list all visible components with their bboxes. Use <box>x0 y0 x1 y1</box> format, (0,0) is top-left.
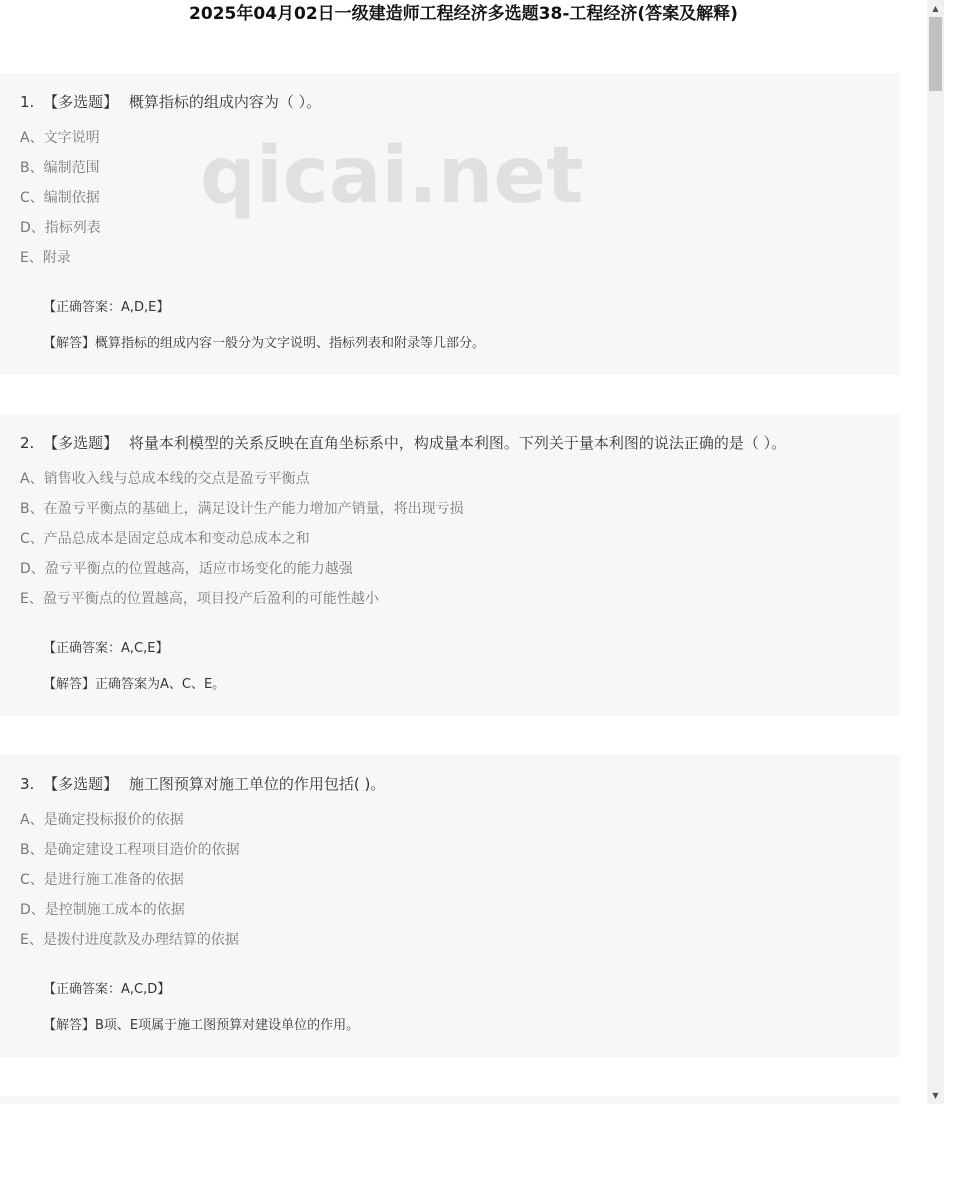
vertical-scrollbar[interactable] <box>927 0 944 1104</box>
question-type: 【多选题】 <box>43 775 119 793</box>
option-e: E、盈亏平衡点的位置越高，项目投产后盈利的可能性越小 <box>20 591 379 607</box>
question-stem <box>20 432 786 453</box>
scrollbar-thumb[interactable] <box>929 17 942 91</box>
option-c: C、是进行施工准备的依据 <box>20 872 184 888</box>
correct-answer: 【正确答案：A,C,E】 <box>43 641 169 656</box>
question-text: 施工图预算对施工单位的作用包括( )。 <box>128 775 386 793</box>
question-text: 概算指标的组成内容为（ ）。 <box>128 93 322 111</box>
question-card <box>0 73 900 375</box>
option-e: E、是拨付进度款及办理结算的依据 <box>20 932 239 948</box>
question-type: 【多选题】 <box>43 434 119 452</box>
option-d: D、是控制施工成本的依据 <box>20 902 185 918</box>
option-a: A、销售收入线与总成本线的交点是盈亏平衡点 <box>20 471 310 487</box>
option-a: A、文字说明 <box>20 130 100 146</box>
question-card <box>0 414 900 716</box>
option-d: D、盈亏平衡点的位置越高，适应市场变化的能力越强 <box>20 561 353 577</box>
question-card <box>0 755 900 1057</box>
option-c: C、编制依据 <box>20 190 100 206</box>
option-a: A、是确定投标报价的依据 <box>20 812 184 828</box>
option-c: C、产品总成本是固定总成本和变动总成本之和 <box>20 531 310 547</box>
question-text: 将量本利模型的关系反映在直角坐标系中，构成量本利图。下列关于量本利图的说法正确的是（ ）。 <box>128 434 787 452</box>
question-stem <box>20 91 321 112</box>
option-b: B、在盈亏平衡点的基础上，满足设计生产能力增加产销量，将出现亏损 <box>20 501 464 517</box>
question-number: 3. <box>20 775 35 793</box>
option-d: D、指标列表 <box>20 220 101 236</box>
option-e: E、附录 <box>20 250 71 266</box>
question-number: 2. <box>20 434 35 452</box>
explanation: 【解答】概算指标的组成内容一般分为文字说明、指标列表和附录等几部分。 <box>43 336 486 351</box>
correct-answer: 【正确答案：A,D,E】 <box>43 300 170 315</box>
question-card-partial <box>0 1096 900 1104</box>
scroll-up-icon[interactable]: ▲ <box>932 4 939 13</box>
explanation: 【解答】B项、E项属于施工图预算对建设单位的作用。 <box>43 1018 360 1033</box>
page-title: 2025年04月02日一级建造师工程经济多选题38-工程经济(答案及解释) <box>189 4 738 24</box>
question-number: 1. <box>20 93 35 111</box>
option-b: B、编制范围 <box>20 160 100 176</box>
option-b: B、是确定建设工程项目造价的依据 <box>20 842 240 858</box>
watermark: qicai.net <box>200 131 584 221</box>
question-stem <box>20 773 385 794</box>
explanation: 【解答】正确答案为A、C、E。 <box>43 677 226 692</box>
question-type: 【多选题】 <box>43 93 119 111</box>
scroll-down-icon[interactable]: ▼ <box>932 1091 939 1100</box>
correct-answer: 【正确答案：A,C,D】 <box>43 982 171 997</box>
